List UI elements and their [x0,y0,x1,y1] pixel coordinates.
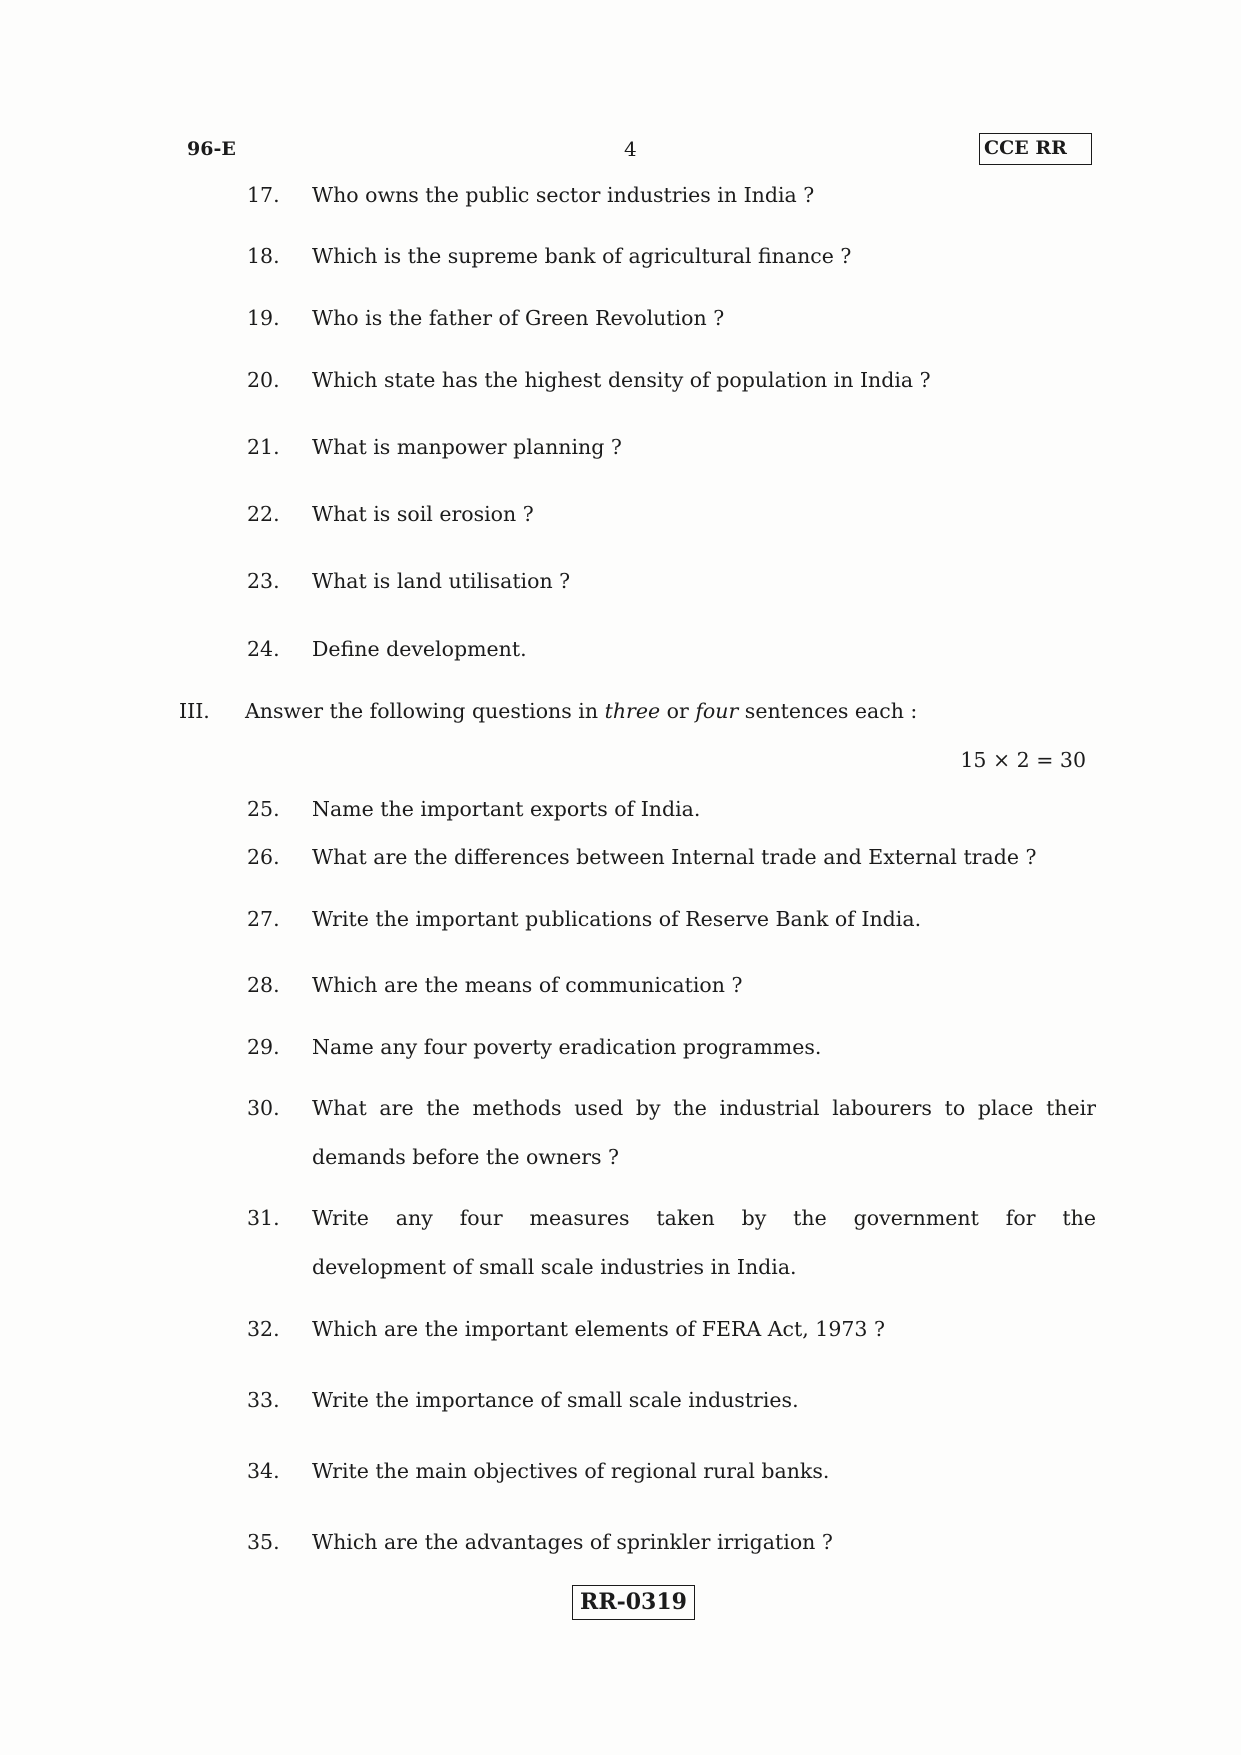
question-item [0,304,1241,332]
question-text: What is manpower planning ? [312,435,622,459]
question-number: 21. [247,435,280,459]
question-number: 17. [247,183,280,207]
instruction-emphasis: four [695,699,739,723]
section-heading [0,697,1241,725]
question-item [0,843,1241,871]
instruction-text: Answer the following questions in [245,699,599,723]
section-instruction [245,697,917,725]
question-text: Who is the father of Green Revolution ? [312,306,725,330]
question-item [0,795,1241,823]
question-item [0,635,1241,663]
question-number: 24. [247,637,280,661]
question-text: Write the main objectives of regional rural banks. [312,1459,830,1483]
question-item [0,1457,1241,1485]
question-text-continued: demands before the owners ? [312,1145,620,1169]
instruction-text: or [666,699,689,723]
question-text: Which are the advantages of sprinkler irrigation ? [312,1530,833,1554]
question-text: Write any four measures taken by the government for the [312,1206,1096,1230]
question-number: 18. [247,244,280,268]
question-text: Which state has the highest density of population in India ? [312,368,931,392]
question-number: 25. [247,797,280,821]
question-item [0,366,1241,394]
question-text-continued: development of small scale industries in India. [312,1255,797,1279]
question-number: 20. [247,368,280,392]
question-number: 29. [247,1035,280,1059]
question-item [0,1528,1241,1556]
section-numeral: III. [179,699,210,723]
question-item [0,1033,1241,1061]
section-marks: 15 × 2 = 30 [960,748,1086,772]
question-number: 28. [247,973,280,997]
instruction-text: sentences each : [744,699,918,723]
question-number: 30. [247,1096,280,1120]
question-number: 35. [247,1530,280,1554]
question-item [0,905,1241,933]
question-text: What are the differences between Internal trade and External trade ? [312,845,1037,869]
paper-id-box: RR-0319 [572,1585,695,1620]
question-number: 23. [247,569,280,593]
question-item [0,500,1241,528]
question-item [0,1386,1241,1414]
question-item [0,1204,1241,1279]
question-number: 31. [247,1206,280,1230]
question-text: Define development. [312,637,527,661]
question-text: What is land utilisation ? [312,569,571,593]
question-number: 19. [247,306,280,330]
question-number: 32. [247,1317,280,1341]
question-text: Which are the means of communication ? [312,973,743,997]
question-text: Name the important exports of India. [312,797,701,821]
paper-code: 96-E [187,138,236,160]
question-text: Who owns the public sector industries in India ? [312,183,815,207]
question-number: 33. [247,1388,280,1412]
question-number: 34. [247,1459,280,1483]
question-item [0,242,1241,270]
question-item [0,433,1241,461]
question-item [0,971,1241,999]
series-code-box: CCE RR [979,133,1092,165]
question-text: Which are the important elements of FERA Act, 1973 ? [312,1317,885,1341]
question-number: 22. [247,502,280,526]
question-text: Write the importance of small scale industries. [312,1388,799,1412]
page-number: 4 [624,137,637,161]
question-text: Which is the supreme bank of agricultural finance ? [312,244,852,268]
question-item [0,1094,1241,1169]
question-text: What is soil erosion ? [312,502,534,526]
question-item [0,567,1241,595]
question-text: Write the important publications of Reserve Bank of India. [312,907,922,931]
question-number: 27. [247,907,280,931]
question-item [0,1315,1241,1343]
question-text: What are the methods used by the industrial labourers to place their [312,1096,1096,1120]
question-text: Name any four poverty eradication programmes. [312,1035,822,1059]
question-item [0,181,1241,209]
question-number: 26. [247,845,280,869]
instruction-emphasis: three [604,699,661,723]
